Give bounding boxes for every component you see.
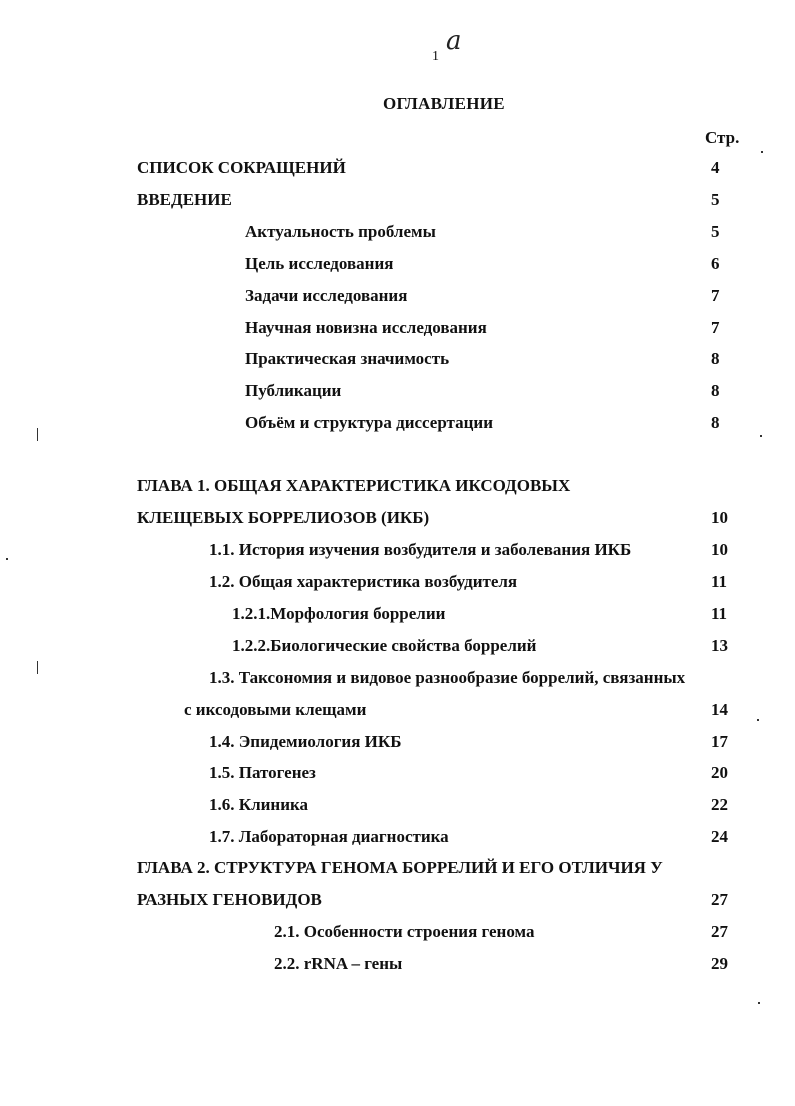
scan-mark xyxy=(757,719,759,721)
toc-entry-label: 1.7. Лабораторная диагностика xyxy=(209,827,449,846)
toc-entry-page: 14 xyxy=(711,700,728,719)
toc-entry-label: 2.2. rRNA – гены xyxy=(274,954,403,973)
toc-entry-label: КЛЕЩЕВЫХ БОРРЕЛИОЗОВ (ИКБ) xyxy=(137,508,430,527)
scan-mark xyxy=(761,151,763,153)
toc-entry-label: 1.2.2.Биологические свойства боррелий xyxy=(232,636,537,655)
toc-entry-label: 1.5. Патогенез xyxy=(209,763,316,782)
toc-entry-label: РАЗНЫХ ГЕНОВИДОВ xyxy=(137,890,322,909)
toc-entry-label: Практическая значимость xyxy=(245,349,450,368)
toc-entry-label: с иксодовыми клещами xyxy=(184,700,367,719)
page-number: 1 xyxy=(432,49,439,64)
scan-mark xyxy=(760,435,762,437)
toc-entry-label: 2.1. Особенности строения генома xyxy=(274,922,535,941)
toc-entry-page: 4 xyxy=(711,158,720,177)
toc-entry-label: ВВЕДЕНИЕ xyxy=(137,190,232,209)
scan-mark xyxy=(37,428,38,441)
scan-mark xyxy=(758,1002,760,1004)
toc-entry-label: Актуальность проблемы xyxy=(245,222,436,241)
toc-entry-page: 13 xyxy=(711,636,728,655)
toc-entry-label: Задачи исследования xyxy=(245,286,408,305)
toc-entry-page: 6 xyxy=(711,254,720,273)
toc-entry-page: 29 xyxy=(711,954,728,973)
toc-entry-label: 1.3. Таксономия и видовое разнообразие боррелий, связанных xyxy=(209,668,686,687)
toc-entry-label: ГЛАВА 2. СТРУКТУРА ГЕНОМА БОРРЕЛИЙ И ЕГО ОТЛИЧИЯ У xyxy=(137,858,663,877)
toc-entry-page: 7 xyxy=(711,318,720,337)
toc-entry-page: 24 xyxy=(711,827,728,846)
toc-entry-label: 1.6. Клиника xyxy=(209,795,309,814)
toc-entry-page: 27 xyxy=(711,890,728,909)
toc-entry-page: 8 xyxy=(711,381,720,400)
toc-entry-page: 5 xyxy=(711,190,720,209)
scan-mark xyxy=(6,558,8,560)
toc-entry-label: 1.4. Эпидемиология ИКБ xyxy=(209,732,402,751)
toc-entry-label: ГЛАВА 1. ОБЩАЯ ХАРАКТЕРИСТИКА ИКСОДОВЫХ xyxy=(137,476,571,495)
toc-entry-label: Научная новизна исследования xyxy=(245,318,487,337)
handwritten-mark: a xyxy=(446,26,462,56)
toc-entry-page: 8 xyxy=(711,349,720,368)
toc-entry-label: Объём и структура диссертации xyxy=(245,413,494,432)
toc-entry-page: 11 xyxy=(711,572,728,591)
toc-entry-label: 1.2.1.Морфология боррелии xyxy=(232,604,446,623)
toc-entry-page: 20 xyxy=(711,763,728,782)
toc-entry-label: СПИСОК СОКРАЩЕНИЙ xyxy=(137,158,346,177)
toc-entry-page: 10 xyxy=(711,508,728,527)
scan-mark xyxy=(37,661,38,674)
page-column-label: Стр. xyxy=(705,128,740,147)
toc-entry-label: 1.2. Общая характеристика возбудителя xyxy=(209,572,518,591)
toc-entry-page: 11 xyxy=(711,604,728,623)
toc-title: ОГЛАВЛЕНИЕ xyxy=(383,94,505,113)
toc-entry-page: 22 xyxy=(711,795,728,814)
toc-entry-page: 8 xyxy=(711,413,720,432)
toc-entry-page: 5 xyxy=(711,222,720,241)
toc-entry-page: 17 xyxy=(711,732,728,751)
toc-entry-label: 1.1. История изучения возбудителя и заболевания ИКБ xyxy=(209,540,632,559)
toc-entry-page: 27 xyxy=(711,922,728,941)
toc-entry-page: 7 xyxy=(711,286,720,305)
toc-entry-label: Цель исследования xyxy=(245,254,394,273)
toc-entry-page: 10 xyxy=(711,540,728,559)
toc-entry-label: Публикации xyxy=(245,381,342,400)
